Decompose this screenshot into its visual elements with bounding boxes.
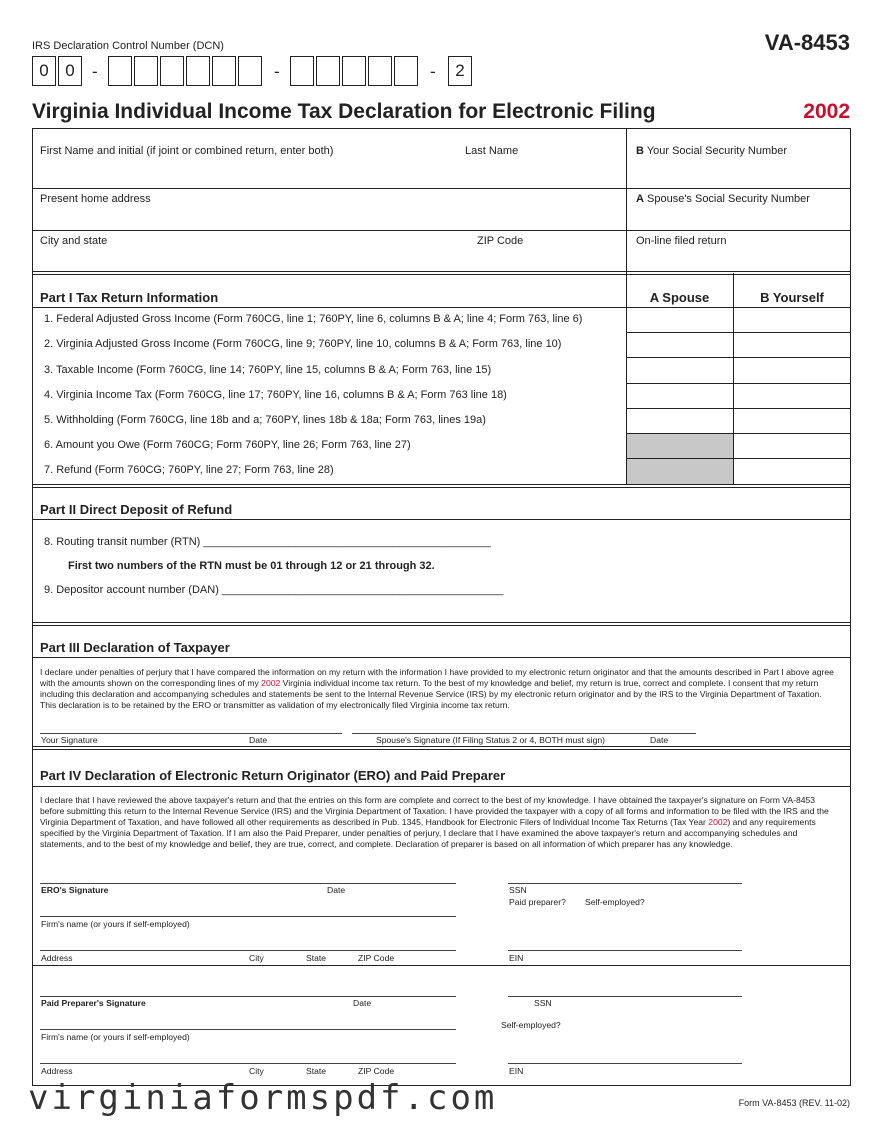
rtn-note: First two numbers of the RTN must be 01 through 12 or 21 through 32.	[68, 560, 435, 572]
ero-signature-label: ERO's Signature	[41, 885, 109, 895]
zip-label: ZIP Code	[477, 235, 524, 247]
paid-preparer-question: Paid preparer?	[509, 897, 566, 907]
divider	[32, 746, 851, 750]
firm-name-label: Firm's name (or yours if self-employed)	[41, 1032, 190, 1042]
dcn-dash: -	[92, 62, 98, 81]
divider	[626, 433, 851, 434]
address-label: Address	[41, 1066, 73, 1076]
dcn-box[interactable]	[160, 56, 184, 86]
shaded-cell	[627, 434, 733, 484]
part2-title: Part II Direct Deposit of Refund	[40, 502, 233, 517]
divider	[32, 965, 851, 966]
preparer-signature-line[interactable]	[40, 996, 456, 997]
date-label: Date	[327, 885, 346, 895]
ero-declaration: I declare that I have reviewed the above taxpayer's return and that the entries on this form are complete and correct to the best of my knowledge. I have obtained the taxpayer's signature on Form VA-8453 before submitting this return to the Internal Revenue Service (IRS) and the Virginia Department of Taxation. I have provided the taxpayer with a copy of all forms and information to be filed with the IRS and the Virginia Department of Taxation, and have followed all other requirements as described in Pub. 1345, Handbook for Electronic Filers of Individual Income Tax Returns (Tax Year 2002) and any requirements specified by the Virginia Department of Taxation. If I am also the Paid Preparer, under penalties of perjury, I declare that I have examined the above taxpayer's return and accompanying schedules and statements, and to the best of my knowledge and belief, they are true, correct, and complete. Declaration of preparer is based on all information of which preparer has any knowledge.	[40, 795, 829, 849]
city-label: City	[249, 953, 264, 963]
first-name-label: First Name and initial (if joint or combined return, enter both)	[40, 145, 334, 157]
date-label: Date	[353, 998, 372, 1008]
divider	[626, 357, 851, 358]
spouse-ssn-label: A Spouse's Social Security Number	[636, 193, 810, 205]
preparer-signature-label: Paid Preparer's Signature	[41, 998, 146, 1008]
line-3: 3. Taxable Income (Form 760CG, line 14; 760PY, line 15, columns B & A; Form 763, line 15)	[44, 364, 492, 376]
self-employed-question: Self-employed?	[501, 1020, 561, 1030]
form-revision: Form VA-8453 (REV. 11-02)	[738, 1098, 850, 1108]
dcn-dash: -	[274, 62, 280, 81]
divider	[32, 307, 851, 308]
divider	[32, 484, 851, 488]
col-spouse: A Spouse	[649, 290, 710, 305]
ero-ssn-line[interactable]	[508, 883, 742, 884]
form-id: VA-8453	[764, 30, 850, 55]
online-filed-label: On-line filed return	[636, 235, 727, 247]
line-2: 2. Virginia Adjusted Gross Income (Form 760CG, line 9; 760PY, line 10, columns B & A; Form 763, line 10)	[44, 338, 562, 350]
address-label: Address	[41, 953, 73, 963]
divider	[733, 273, 734, 484]
last-name-label: Last Name	[465, 145, 519, 157]
dcn-dash: -	[430, 62, 436, 81]
your-signature-line[interactable]	[40, 733, 342, 734]
dcn-box[interactable]	[290, 56, 314, 86]
zip-label: ZIP Code	[358, 1066, 395, 1076]
part4-title: Part IV Declaration of Electronic Return Originator (ERO) and Paid Preparer	[40, 768, 506, 783]
divider	[32, 657, 851, 658]
line-1: 1. Federal Adjusted Gross Income (Form 760CG, line 1; 760PY, line 6, columns B & A; line 4; Form 763, line 6)	[44, 313, 583, 325]
col-yourself: B Yourself	[760, 290, 824, 305]
zip-label: ZIP Code	[358, 953, 395, 963]
dcn-box[interactable]	[368, 56, 392, 86]
dcn-box[interactable]: 0	[32, 56, 56, 86]
rtn-field[interactable]: 8. Routing transit number (RTN) _______________________________________________	[44, 536, 491, 548]
divider	[626, 408, 851, 409]
firm-name-label: Firm's name (or yours if self-employed)	[41, 919, 190, 929]
tax-year: 2002	[803, 100, 850, 123]
divider	[32, 230, 851, 231]
date-label: Date	[249, 735, 268, 745]
self-employed-question: Self-employed?	[585, 897, 645, 907]
part3-title: Part III Declaration of Taxpayer	[40, 640, 230, 655]
city-label: City	[249, 1066, 264, 1076]
divider	[626, 383, 851, 384]
dcn-box[interactable]	[186, 56, 210, 86]
city-state-label: City and state	[40, 235, 108, 247]
state-label: State	[306, 953, 327, 963]
ein-label: EIN	[509, 953, 524, 963]
watermark: virginiaformspdf.com	[28, 1078, 498, 1118]
firm-name-line[interactable]	[40, 916, 456, 917]
address-label: Present home address	[40, 193, 151, 205]
dcn-box[interactable]	[108, 56, 132, 86]
divider	[626, 458, 851, 459]
preparer-ssn-line[interactable]	[508, 996, 742, 997]
spouse-signature-label: Spouse's Signature (If Filing Status 2 or 4, BOTH must sign)	[376, 735, 605, 745]
line-6: 6. Amount you Owe (Form 760CG; Form 760PY, line 26; Form 763, line 27)	[44, 439, 411, 451]
your-ssn-label: B Your Social Security Number	[636, 145, 788, 157]
ssn-label: SSN	[509, 885, 527, 895]
line-5: 5. Withholding (Form 760CG, line 18b and a; 760PY, lines 18b & 18a; Form 763, lines 19a)	[44, 414, 486, 426]
ero-signature-line[interactable]	[40, 883, 456, 884]
ein-line[interactable]	[508, 950, 742, 951]
ein-label: EIN	[509, 1066, 524, 1076]
divider	[32, 519, 851, 520]
page-title: Virginia Individual Income Tax Declaration for Electronic Filing	[32, 100, 656, 123]
divider	[626, 128, 627, 273]
divider	[32, 188, 851, 189]
divider	[32, 271, 851, 275]
part1-title: Part I Tax Return Information	[40, 290, 219, 305]
spouse-signature-line[interactable]	[352, 733, 696, 734]
dan-field[interactable]: 9. Depositor account number (DAN) ______________________________________________	[44, 584, 504, 596]
dcn-box[interactable]	[394, 56, 418, 86]
state-label: State	[306, 1066, 327, 1076]
dcn-box[interactable]	[342, 56, 366, 86]
divider	[32, 786, 851, 787]
divider	[626, 332, 851, 333]
date-label: Date	[650, 735, 669, 745]
dcn-box[interactable]: 0	[58, 56, 82, 86]
line-7: 7. Refund (Form 760CG; 760PY, line 27; Form 763, line 28)	[44, 464, 334, 476]
ssn-label: SSN	[534, 998, 552, 1008]
dcn-label: IRS Declaration Control Number (DCN)	[32, 40, 224, 52]
taxpayer-declaration: I declare under penalties of perjury that I have compared the information on my return with the information I have provided to my electronic return originator and that the amounts described in Part I above agree with the amounts shown on the corresponding lines of my 2002 Virginia individual income tax return. To the best of my knowledge and belief, my return is true, correct and complete. I consent that my return including this declaration and accompanying schedules and statements be sent to the Internal Revenue Service (IRS) by my electronic return originator and by the IRS to the Virginia Department of Taxation. This declaration is to be retained by the ERO or transmitter as validation of my electronically filed Virginia income tax return.	[40, 667, 834, 710]
address-line[interactable]	[40, 1063, 456, 1064]
dcn-box[interactable]	[238, 56, 262, 86]
dcn-box[interactable]: 2	[448, 56, 472, 86]
address-line[interactable]	[40, 950, 456, 951]
firm-name-line[interactable]	[40, 1029, 456, 1030]
line-4: 4. Virginia Income Tax (Form 760CG, line 17; 760PY, line 16, columns B & A; Form 763 line 18)	[44, 389, 507, 401]
dcn-box[interactable]	[134, 56, 158, 86]
ein-line[interactable]	[508, 1063, 742, 1064]
your-signature-label: Your Signature	[41, 735, 98, 745]
dcn-box[interactable]	[316, 56, 340, 86]
dcn-box[interactable]	[212, 56, 236, 86]
divider	[32, 622, 851, 626]
